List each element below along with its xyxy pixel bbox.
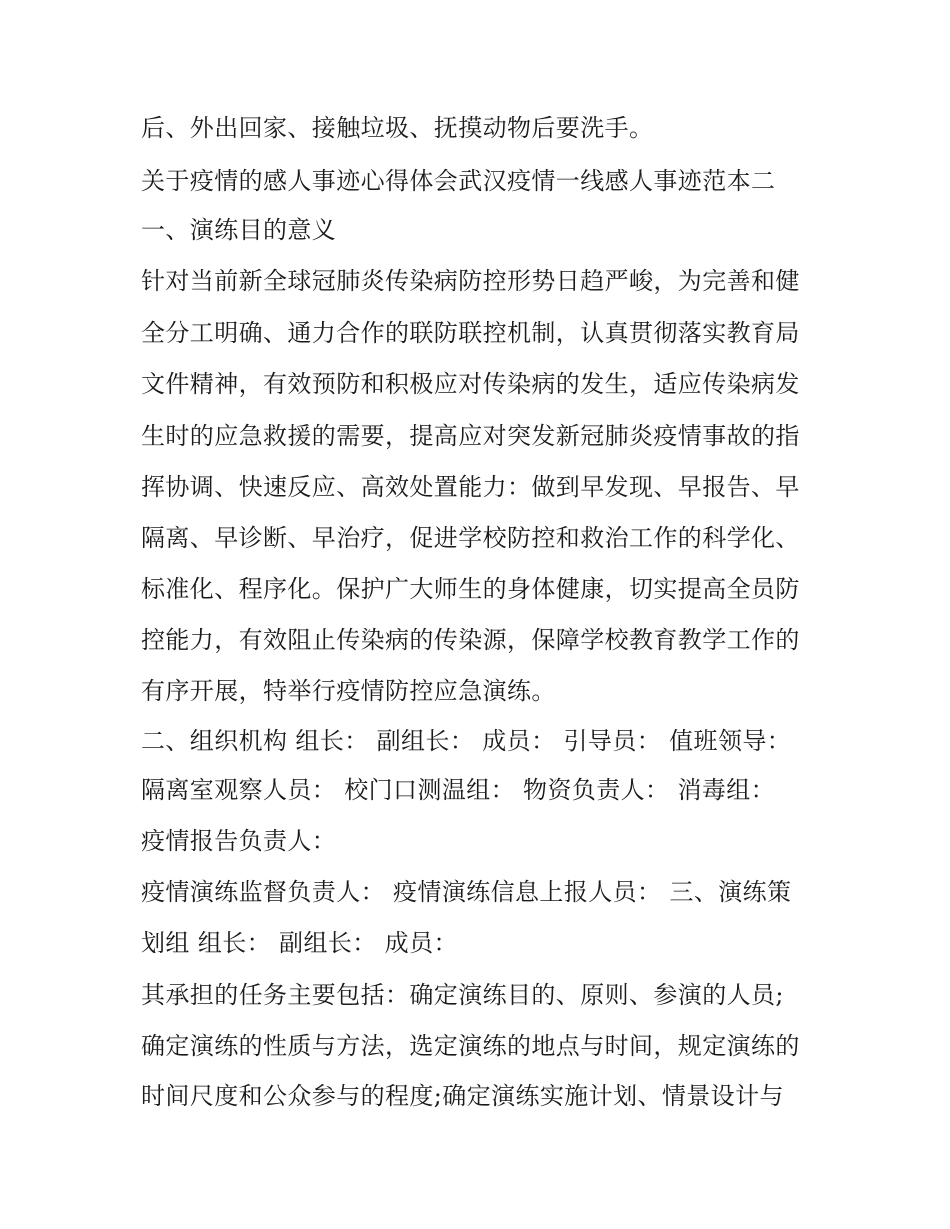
- text-line: 确定演练的性质与方法，选定演练的地点与时间，规定演练的: [141, 1032, 800, 1060]
- text-line: 挥协调、快速反应、高效处置能力：做到早发现、早报告、早: [141, 473, 800, 501]
- text-line: 隔离、早诊断、早治疗，促进学校防控和救治工作的科学化、: [141, 524, 800, 552]
- text-line: 有序开展，特举行疫情防控应急演练。: [141, 677, 556, 705]
- text-line: 划组 组长： 副组长： 成员：: [141, 929, 458, 957]
- text-line: 关于疫情的感人事迹心得体会武汉疫情一线感人事迹范本二: [141, 167, 776, 195]
- text-line: 文件精神，有效预防和积极应对传染病的发生，适应传染病发: [141, 370, 800, 398]
- section-heading: 一、演练目的意义: [141, 216, 337, 244]
- text-line: 后、外出回家、接触垃圾、抚摸动物后要洗手。: [141, 114, 654, 142]
- text-line: 标准化、程序化。保护广大师生的身体健康，切实提高全员防: [141, 575, 800, 603]
- text-line: 疫情演练监督负责人： 疫情演练信息上报人员： 三、演练策: [141, 878, 792, 906]
- text-line: 控能力，有效阻止传染病的传染源，保障学校教育教学工作的: [141, 626, 800, 654]
- text-line: 疫情报告负责人：: [141, 827, 337, 855]
- text-line: 隔离室观察人员： 校门口测温组： 物资负责人： 消毒组：: [141, 776, 776, 804]
- text-line: 其承担的任务主要包括：确定演练目的、原则、参演的人员;: [141, 981, 784, 1009]
- text-line: 针对当前新全球冠肺炎传染病防控形势日趋严峻，为完善和健: [141, 267, 800, 295]
- text-line: 生时的应急救援的需要，提高应对突发新冠肺炎疫情事故的指: [141, 422, 800, 450]
- text-line: 时间尺度和公众参与的程度;确定演练实施计划、情景设计与: [141, 1082, 784, 1110]
- text-line: 全分工明确、通力合作的联防联控机制，认真贯彻落实教育局: [141, 319, 800, 347]
- section-heading: 二、组织机构 组长： 副组长： 成员： 引导员： 值班领导：: [141, 727, 792, 755]
